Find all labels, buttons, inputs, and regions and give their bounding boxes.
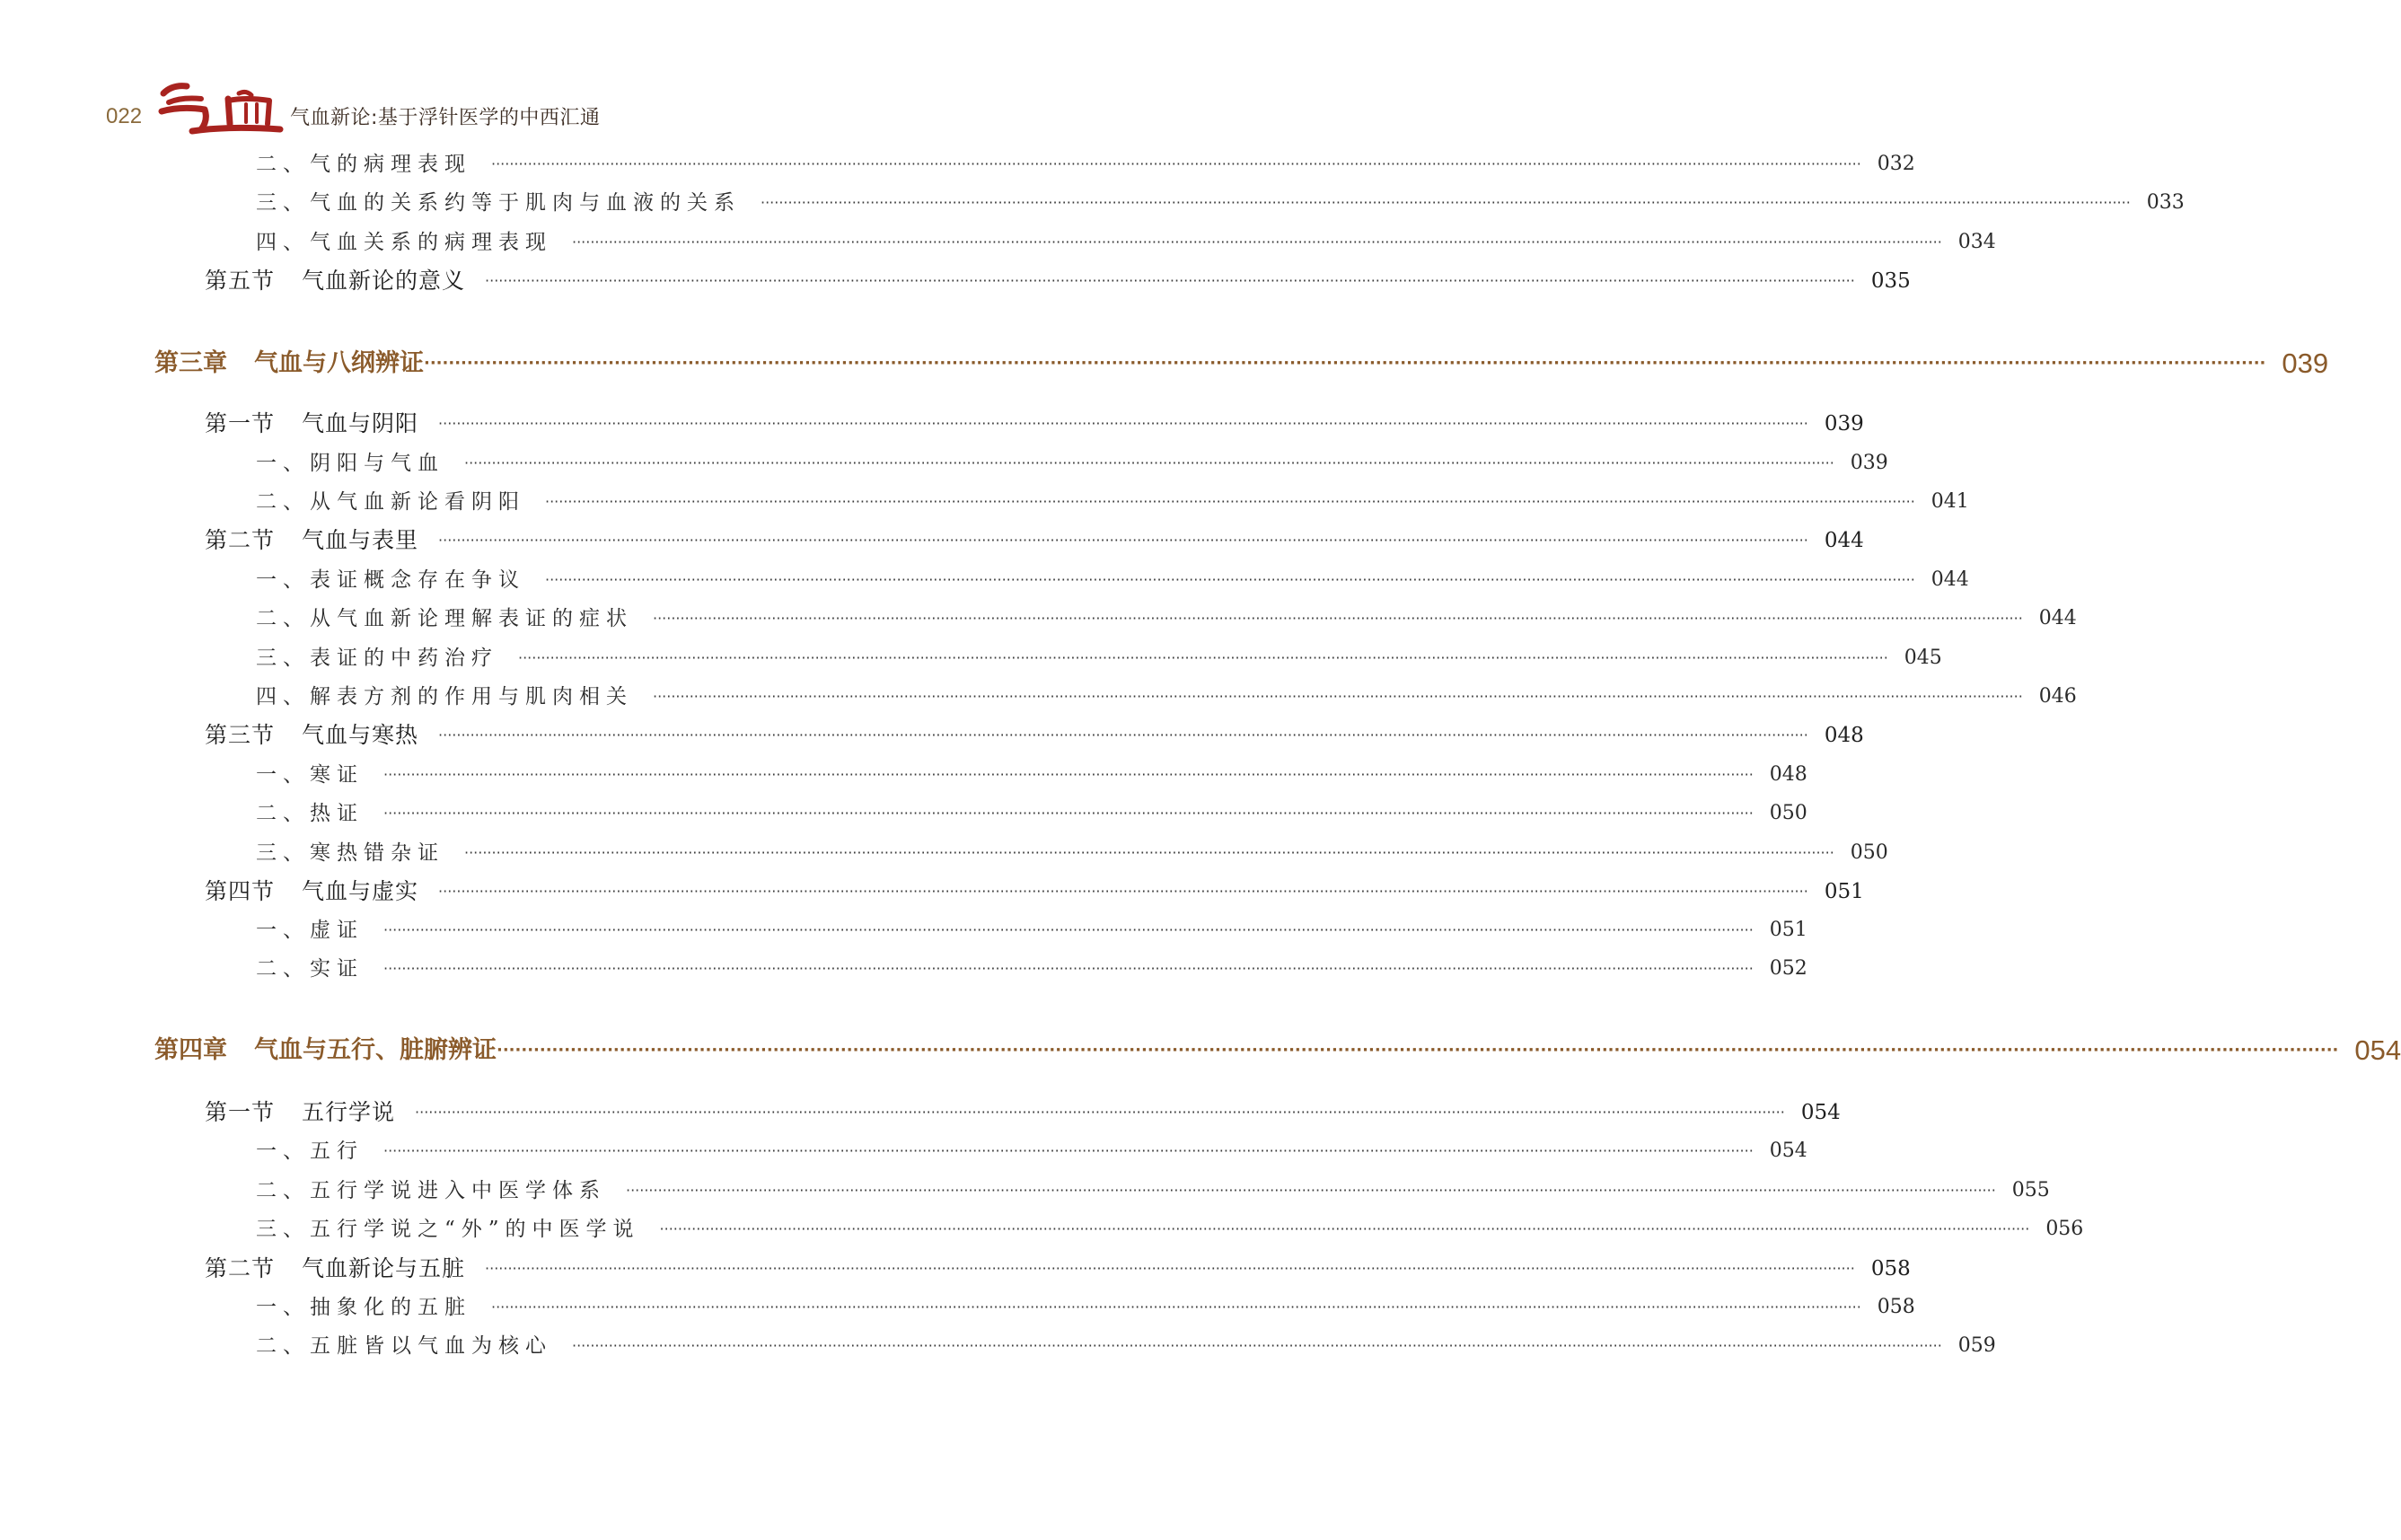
section-title: 气血与阴阳 [302, 410, 419, 436]
toc-item-label: 一、阴阳与气血 [256, 452, 444, 475]
toc-item-row [256, 1328, 1996, 1364]
section-number: 第三节 [205, 722, 276, 748]
section-heading [205, 523, 418, 559]
toc-item-label: 三、寒热错杂证 [256, 841, 444, 865]
dot-leader: ············································································································································································································································································································ [383, 960, 1754, 977]
dot-leader: ············································································································································································································································································································ [491, 1298, 1861, 1316]
section-heading [205, 1251, 465, 1287]
toc-item-row [256, 484, 1969, 520]
toc-item-label: 三、五行学说之“外”的中医学说 [256, 1218, 640, 1241]
toc-page-number: 039 [1850, 452, 1888, 474]
toc-chapter-row [154, 342, 2329, 385]
dot-leader: ············································································································································································································································································································ [383, 921, 1754, 938]
toc-page-number: 048 [1824, 724, 1864, 747]
dot-leader: ············································································································································································································································································································ [438, 883, 1808, 900]
dot-leader: ············································································································································································································································································································ [438, 532, 1808, 549]
chapter-title: 气血与五行、脏腑辨证 [254, 1036, 497, 1064]
toc-item-label: 二、从气血新论理解表证的症状 [256, 607, 633, 630]
toc-page-number: 054 [2354, 1034, 2401, 1066]
toc-item-label: 一、寒证 [256, 763, 364, 787]
toc-item-label: 二、实证 [256, 957, 364, 981]
section-number: 第二节 [205, 1255, 276, 1281]
toc-page-number: 044 [1930, 568, 1969, 591]
dot-leader: ············································································································································································································································································································ [485, 1260, 1855, 1277]
toc-section-row [205, 874, 1864, 910]
dot-leader: ············································································································································································································································································································ [424, 354, 2266, 373]
dot-leader: ············································································································································································································································································································ [485, 272, 1855, 289]
dot-leader: ············································································································································································································································································································ [545, 493, 1915, 510]
toc-page-number: 032 [1877, 153, 1915, 175]
section-number: 第五节 [205, 268, 276, 294]
toc-page-number: 055 [2011, 1179, 2050, 1201]
chapter-number: 第四章 [154, 1036, 227, 1064]
toc-page-number: 039 [2282, 348, 2329, 379]
dot-leader: ············································································································································································································································································································ [491, 155, 1861, 172]
toc-item-label: 三、表证的中药治疗 [256, 647, 498, 670]
chapter-heading [154, 342, 424, 385]
dot-leader: ············································································································································································································································································································ [464, 844, 1834, 861]
section-heading [205, 717, 418, 753]
toc-section-row [205, 1095, 1841, 1131]
toc-page-number: 050 [1850, 841, 1888, 864]
toc-page-number: 045 [1904, 647, 1942, 669]
toc-item-row [256, 640, 1942, 676]
dot-leader: ············································································································································································································································································································ [438, 415, 1808, 432]
dot-leader: ············································································································································································································································································································ [464, 454, 1834, 471]
dot-leader: ············································································································································································································································································································ [383, 1142, 1754, 1159]
dot-leader: ············································································································································································································································································································ [572, 1337, 1942, 1354]
toc-page-number: 034 [1957, 231, 1996, 253]
toc-page-number: 050 [1769, 802, 1807, 824]
dot-leader: ············································································································································································································································································································ [572, 233, 1942, 251]
toc-item-row [256, 1211, 2084, 1247]
section-title: 气血新论的意义 [302, 268, 466, 294]
toc-item-label: 四、解表方剂的作用与肌肉相关 [256, 685, 633, 708]
toc-page-number: 054 [1800, 1101, 1841, 1124]
toc-item-row [256, 1133, 1807, 1169]
toc-page-number: 039 [1824, 412, 1864, 436]
toc-section-row [205, 263, 1911, 299]
toc-item-row [256, 224, 1996, 260]
toc-item-row [256, 1173, 2050, 1209]
qi-xue-logo [156, 81, 282, 140]
toc-section-row [205, 717, 1864, 753]
dot-leader: ············································································································································································································································································································ [438, 726, 1808, 744]
toc-item-row [256, 757, 1807, 793]
toc-page-number: 059 [1957, 1334, 1996, 1357]
dot-leader: ············································································································································································································································································································ [383, 805, 1754, 822]
section-title: 气血新论与五脏 [302, 1255, 466, 1281]
toc-item-label: 三、气血的关系约等于肌肉与血液的关系 [256, 191, 741, 215]
dot-leader: ············································································································································································································································································································ [626, 1182, 1996, 1199]
toc-page-number: 044 [2038, 607, 2077, 629]
dot-leader: ············································································································································································································································································································ [653, 688, 2023, 705]
section-number: 第二节 [205, 527, 276, 553]
toc-page-number: 058 [1877, 1296, 1915, 1318]
toc-item-label: 二、气的病理表现 [256, 153, 471, 176]
section-heading [205, 406, 418, 442]
dot-leader: ············································································································································································································································································································ [653, 610, 2023, 627]
toc-item-label: 一、表证概念存在争议 [256, 568, 525, 592]
toc-page-number: 041 [1930, 490, 1969, 513]
dot-leader: ············································································································································································································································································································ [497, 1041, 2339, 1060]
toc-page-number: 035 [1870, 269, 1911, 293]
toc-item-row [256, 835, 1888, 871]
toc-item-row [256, 562, 1969, 598]
toc-item-row [256, 679, 2077, 715]
toc-page-number: 048 [1769, 763, 1807, 786]
chapter-number: 第三章 [154, 349, 227, 377]
section-title: 气血与寒热 [302, 722, 419, 748]
toc-section-row [205, 1251, 1911, 1287]
toc-item-row [256, 185, 2185, 221]
dot-leader: ············································································································································································································································································································ [518, 649, 1888, 666]
toc-page-number: 054 [1769, 1140, 1807, 1162]
section-heading [205, 263, 465, 299]
toc-item-row [256, 912, 1807, 948]
chapter-title: 气血与八纲辨证 [254, 349, 424, 377]
toc-page-number: 044 [1824, 529, 1864, 552]
section-heading [205, 874, 418, 910]
toc-page-number: 052 [1769, 957, 1807, 980]
toc-page-number: 056 [2045, 1218, 2084, 1240]
section-number: 第一节 [205, 1099, 276, 1125]
toc-section-row [205, 523, 1864, 559]
toc-item-label: 一、五行 [256, 1140, 364, 1163]
page-number: 022 [106, 104, 143, 128]
toc-item-label: 一、抽象化的五脏 [256, 1296, 471, 1319]
toc-item-row [256, 445, 1888, 481]
section-heading [205, 1095, 395, 1131]
section-title: 气血与虚实 [302, 878, 419, 904]
toc-item-label: 二、热证 [256, 802, 364, 825]
dot-leader: ············································································································································································································································································································ [761, 194, 2131, 211]
dot-leader: ············································································································································································································································································································ [545, 571, 1915, 588]
toc-item-row [256, 951, 1807, 987]
toc-item-label: 二、从气血新论看阴阳 [256, 490, 525, 514]
toc-page-number: 046 [2038, 685, 2077, 708]
chapter-heading [154, 1029, 497, 1072]
toc-page-number: 058 [1870, 1257, 1911, 1280]
toc-item-row [256, 146, 1915, 182]
toc-section-row [205, 406, 1864, 442]
book-title: 气血新论:基于浮针医学的中西汇通 [290, 107, 601, 129]
section-number: 第一节 [205, 410, 276, 436]
dot-leader: ············································································································································································································································································································ [659, 1220, 2030, 1237]
toc-page-number: 033 [2146, 191, 2185, 214]
page-header [106, 81, 1004, 144]
toc-chapter-row [154, 1029, 2401, 1072]
toc-page-number: 051 [1824, 880, 1864, 903]
toc-item-row [256, 796, 1807, 832]
section-title: 气血与表里 [302, 527, 419, 553]
toc-page-number: 051 [1769, 919, 1807, 941]
section-title: 五行学说 [302, 1099, 396, 1125]
dot-leader: ············································································································································································································································································································ [415, 1104, 1785, 1121]
toc-item-row [256, 1289, 1915, 1325]
section-number: 第四节 [205, 878, 276, 904]
toc-item-row [256, 601, 2077, 637]
toc-item-label: 二、五行学说进入中医学体系 [256, 1179, 606, 1202]
toc-item-label: 一、虚证 [256, 919, 364, 942]
dot-leader: ············································································································································································································································································································ [383, 766, 1754, 783]
toc-item-label: 二、五脏皆以气血为核心 [256, 1334, 552, 1358]
toc-item-label: 四、气血关系的病理表现 [256, 231, 552, 254]
